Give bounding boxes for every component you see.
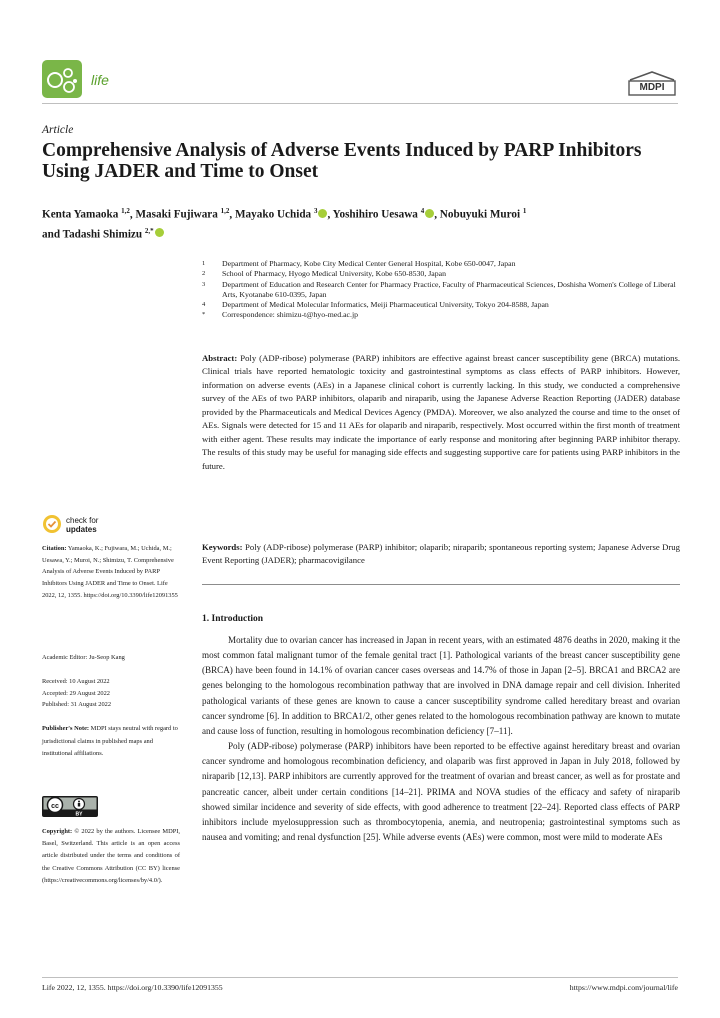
footer-divider [42,977,678,978]
author-list [42,203,682,242]
paragraph: Poly (ADP-ribose) polymerase (PARP) inhibitors have been reported to be effective against hereditary breast and ovarian cancer syndrome and homologous recombination deficiency, and olaparib was first approved in Japan in July 2018, followed by niraparib [12,13]. PARP inhibitors are currently approved for the treatment of ovarian and breast cancer, as well as for prostate and pancreatic cancer, albeit under certain conditions [14–21]. PRIMA and NOVA studies of the efficacy and safety of niraparib showed similar incidence and severity of side effects, with good adherence to treatment [22–24]. Reported class effects of PARP inhibitors include myelosuppression such as thrombocytopenia, anemia, and neutropenia; gastrointestinal symptoms such as nausea and vomiting; and renal dysfunction [25]. While adverse events (AEs) were common, most were mild to moderate AEs [202,741,680,843]
introduction-body [202,633,680,845]
check-updates-icon [42,514,62,534]
keywords-divider [202,584,680,585]
check-updates-line-2: updates [66,525,97,534]
affiliation-item: 3 Department of Education and Research Center for Pharmacy Practice, Faculty of Pharmaceutical Sciences, Doshisha Women's College of Liberal Arts, Kyotanabe 610-0395, Japan [202,279,676,299]
keywords [202,541,680,568]
footer-journal-url[interactable]: https://www.mdpi.com/journal/life [569,983,678,992]
publisher-note-label: Publisher's Note: [42,725,90,732]
article-title: Comprehensive Analysis of Adverse Events Induced by PARP Inhibitors Using JADER and Time to Onset [42,140,642,182]
authors-line-2: and Tadashi Shimizu $^{2,*}$ [42,223,682,243]
orcid-icon[interactable] [425,209,434,218]
orcid-icon[interactable] [318,209,327,218]
citation [42,543,180,602]
received-date: Received: 10 August 2022 [42,678,110,685]
academic-editor: Academic Editor: Ju-Seop Kang [42,654,125,661]
publication-dates [42,676,111,711]
abstract [202,352,680,473]
copyright-text: © 2022 by the authors. Licensee MDPI, Basel, Switzerland. This article is an open access article distributed under the terms and conditions of the Creative Commons Attribution (CC BY) license (https://creativecommons.org/licenses/by/4.0/). [42,828,180,884]
copyright-label: Copyright: [42,828,73,835]
citation-text: Yamaoka, K.; Fujiwara, M.; Uchida, M.; Uesawa, Y.; Muroi, N.; Shimizu, T. Comprehensive Analysis of Adverse Events Induced by PARP Inhibitors Using JADER and Time to Onset. Life 2022, 12, 1355. https://doi.org/10.3390/life12091355 [42,545,178,599]
cc-by-license-icon[interactable] [42,796,98,817]
correspondence: * Correspondence: shimizu-t@hyo-med.ac.jp [202,310,359,320]
keywords-label: Keywords: [202,542,243,552]
check-for-updates-button[interactable] [42,513,122,537]
publisher-name: MDPI [639,82,665,93]
orcid-icon[interactable] [155,228,164,237]
accepted-date: Accepted: 29 August 2022 [42,689,110,697]
publisher-note-text: MDPI stays neutral with regard to jurisdictional claims in published maps and institutional affiliations. [42,725,178,757]
header-divider [42,103,678,104]
authors-line-1: Kenta Yamaoka $^{1,2}$, Masaki Fujiwara $^{1,2}$, Mayako Uchida $^3$ , Yoshihiro Uesawa $^4$ , Nobuyuki Muroi $^1$ [42,207,527,221]
journal-logo-icon [42,60,86,100]
publisher-note [42,723,180,761]
affiliation-item: 1 Department of Pharmacy, Kobe City Medical Center General Hospital, Kobe 650-0047, Japan [202,259,516,268]
citation-label: Citation: [42,545,67,552]
journal-name: life [91,72,109,88]
footer-citation[interactable]: Life 2022, 12, 1355. https://doi.org/10.3390/life12091355 [42,983,223,992]
paragraph: Mortality due to ovarian cancer has increased in Japan in recent years, with an estimated 4876 deaths in 2020, making it the most common fatal malignant tumor of the female genital tract [1]. Pathological variants of the breast cancer susceptibility gene (BRCA) have been found in 14.1% of ovarian cancer cases overseas and 14.7% of those in Japan [2–5]. BRCA1 and BRCA2 are genes belonging to the homologous recombination pathway that are involved in DNA damage repair and cell division. Inherited pathological variants of these genes are known to cause a cancer susceptibility syndrome called hereditary breast and ovarian cancer syndrome [6]. In addition to BRCA1/2, other genes related to the homologous recombination pathway are known to mutate and cause loss of function, resulting in homologous recombination deficiency [7–11]. [202,635,680,736]
abstract-label: Abstract: [202,353,238,363]
abstract-text: Poly (ADP-ribose) polymerase (PARP) inhibitors are effective against breast cancer susceptibility gene (BRCA) mutations. Clinical trials have reported hematologic toxicity and gastrointestinal symptoms as class effects of PARP inhibitors. However, information on adverse events (AEs) in a Japanese clinical cohort is currently lacking. In this study, we conducted a comprehensive survey of the AEs of two PARP inhibitors, olaparib and niraparib, using the Japanese Adverse Reaction Reporting (JADER) database provided by the Pharmaceuticals and Medical Devices Agency (PMDA). Moreover, we also analyzed the course and time to the onset of AEs. Signals were detected for 15 and 11 AEs for olaparib and niraparib, respectively. Most occurred within the first month of treatment with either agent. These results may indicate the importance of early response and monitoring after beginning PARP inhibitor therapy. The results of this study may be useful for managing side effects and suggesting supportive care for patients using PARP inhibitors in the future. [202,353,681,471]
affiliation-item: 4 Department of Medical Molecular Informatics, Meiji Pharmaceutical University, Tokyo 204-8588, Japan [202,300,549,310]
article-type: Article [42,124,74,136]
affiliation-item: 2 School of Pharmacy, Hyogo Medical University, Kobe 650-8530, Japan [202,269,446,279]
svg-text:BY: BY [75,811,83,817]
check-updates-line-1: check for [66,516,99,525]
affiliations [202,259,682,321]
copyright-notice [42,826,180,887]
published-date: Published: 31 August 2022 [42,701,112,709]
section-heading: 1. Introduction [202,614,264,624]
keywords-text: Poly (ADP-ribose) polymerase (PARP) inhibitor; olaparib; niraparib; spontaneous reporting system; Japanese Adverse Drug Event Reporting (JADER); pharmacovigilance [202,542,680,566]
svg-text:cc: cc [51,803,59,810]
